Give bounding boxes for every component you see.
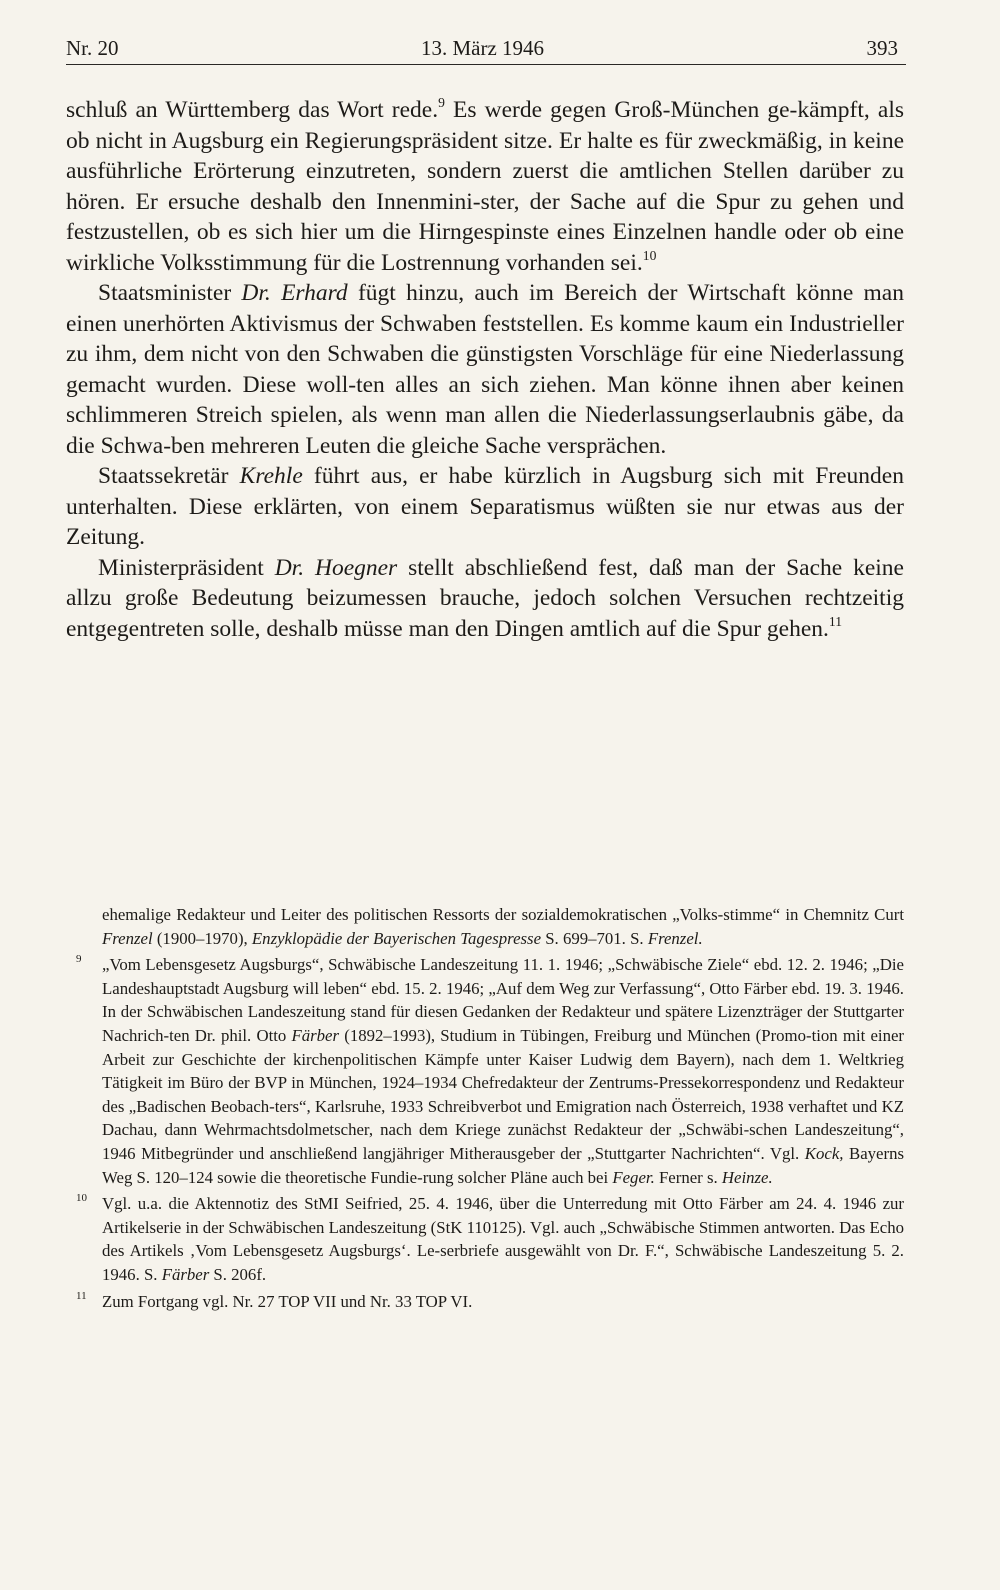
footnotes <box>66 903 904 1316</box>
footnote-number: 9 <box>76 953 82 966</box>
footnote-ref-9: 9 <box>438 94 445 110</box>
footnote-number: 10 <box>76 1192 87 1205</box>
speaker-name: Krehle <box>239 463 303 489</box>
footnote-9: 9 „Vom Lebensgesetz Augsburgs“, Schwäbische Landeszeitung 11. 1. 1946; „Schwäbische Ziele“ ebd. 12. 2. 1946; „Die Landeshauptstadt Augsburg will leben“ ebd. 15. 2. 1946; „Auf dem Weg zur Verfassung“, Otto Färber ebd. 19. 3. 1946. In der Schwäbischen Landeszeitung stand für diesen Gedanken der Redakteur und spätere Lizenzträger der Stuttgarter Nachrich-ten Dr. phil. Otto Färber (1892–1993), Studium in Tübingen, Freiburg und München (Promo-tion mit einer Arbeit zur Geschichte der kirchenpolitischen Kämpfe unter Kaiser Ludwig dem Bayern), nach dem 1. Weltkrieg Tätigkeit im Büro der BVP in München, 1924–1934 Chefredakteur der Zentrums-Pressekorrespondenz und Redakteur des „Badischen Beobach-ters“, Karlsruhe, 1933 Schreibverbot und Emigration nach Österreich, 1938 verhaftet und KZ Dachau, dann Wehrmachtsdolmetscher, nach dem Kriege zunächst Redakteur der „Schwäbi-schen Landeszeitung“, 1946 Mitbegründer und anschließend langjähriger Mitherausgeber der „Stuttgarter Nachrichten“. Vgl. Kock, Bayerns Weg S. 120–124 sowie die theoretische Fundie-rung solcher Pläne auch bei Feger. Ferner s. Heinze. <box>66 953 904 1189</box>
paragraph-4: Ministerpräsident Dr. Hoegner stellt abschließend fest, daß man der Sache keine allzu große Bedeutung beizumessen brauche, jedoch solchen Versuchen rechtzeitig entgegentreten solle, deshalb müsse man den Dingen amtlich auf die Spur gehen.$^{11}$ <box>66 554 904 642</box>
paragraph-2: Staatsminister Dr. Erhard fügt hinzu, auch im Bereich der Wirtschaft könne man einen unerhörten Aktivismus der Schwaben feststellen. Es komme kaum ein Industrieller zu ihm, dem nicht von den Schwaben die günstigsten Vorschläge für eine Niederlassung gemacht wurden. Diese woll-ten alles an sich ziehen. Man könne ihnen aber keinen schlimmeren Streich spielen, als wenn man allen die Niederlassungserlaubnis gäbe, da die Schwa-ben mehreren Leuten die gleiche Sache versprächen. <box>66 280 904 459</box>
footnote-ref-10: 10 <box>642 247 657 263</box>
paragraph-1: schluß an Württemberg das Wort rede.$^9$ Es werde gegen Groß-München ge-kämpft, als ob nicht in Augsburg ein Regierungspräsident sitze. Er halte es für zweckmäßig, in keine ausführliche Erörterung einzutreten, sondern zuerst die amtlichen Stellen darüber zu hören. Er ersuche deshalb den Innenmini-ster, der Sache auf die Spur zu gehen und festzustellen, ob es sich hier um die Hirngespinste eines Einzelnen handle oder ob eine wirkliche Volksstimmung für die Lostrennung vorhanden sei.$^{10}$ <box>66 94 904 276</box>
header-date: 13. März 1946 <box>421 36 545 60</box>
page-number: 393 <box>866 36 898 60</box>
speaker-name: Dr. Erhard <box>241 280 348 306</box>
footnote-11: 11 Zum Fortgang vgl. Nr. 27 TOP VII und Nr. 33 TOP VI. <box>66 1290 904 1314</box>
main-text <box>66 95 904 644</box>
running-header <box>66 30 906 65</box>
footnote-number: 11 <box>76 1289 87 1302</box>
paragraph-3: Staatssekretär Krehle führt aus, er habe kürzlich in Augsburg sich mit Freunden unterhalten. Diese erklärten, von einem Separatismus wüßten sie nur etwas aus der Zeitung. <box>66 463 904 550</box>
footnote-ref-11: 11 <box>828 613 843 629</box>
issue-number: Nr. 20 <box>66 36 119 60</box>
speaker-name: Dr. Hoegner <box>274 554 398 581</box>
footnote-continued: ehemalige Redakteur und Leiter des politischen Ressorts der sozialdemokratischen „Volks-stimme“ in Chemnitz Curt Frenzel (1900–1970), Enzyklopädie der Bayerischen Tagespresse S. 699–701. S. Frenzel. <box>102 905 904 948</box>
footnote-10: 10 Vgl. u.a. die Aktennotiz des StMI Seifried, 25. 4. 1946, über die Unterredung mit Otto Färber am 24. 4. 1946 zur Artikelserie in der Schwäbischen Landeszeitung (StK 110125). Vgl. auch „Schwäbische Stimmen antworten. Das Echo des Artikels ‚Vom Lebensgesetz Augsburgs‘. Le-serbriefe ausgewählt von Dr. F.“, Schwäbische Landeszeitung 5. 2. 1946. S. Färber S. 206f. <box>66 1192 904 1286</box>
